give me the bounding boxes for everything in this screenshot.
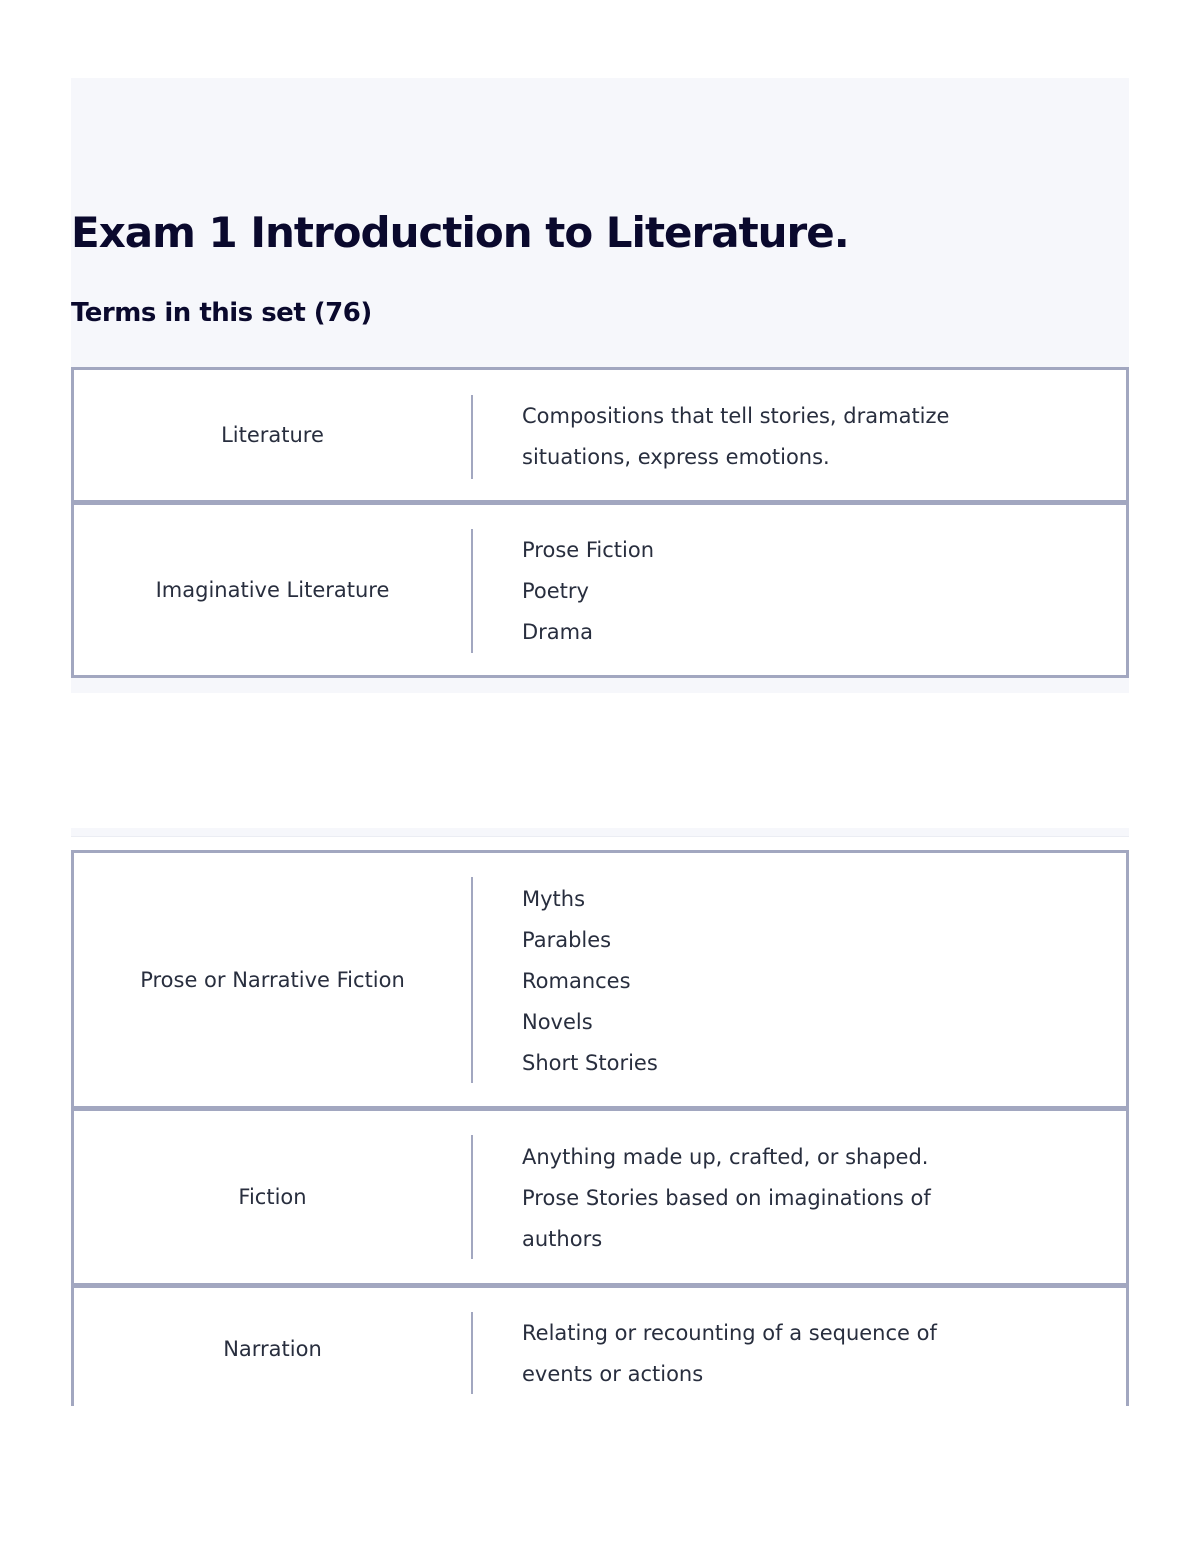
definition-line: events or actions <box>522 1362 704 1386</box>
definition-line: Poetry <box>522 579 589 603</box>
divider <box>471 529 473 653</box>
definition-line: Prose Fiction <box>522 538 655 562</box>
definition-line: authors <box>522 1227 603 1251</box>
term-word: Imaginative Literature <box>155 578 390 602</box>
term-word: Narration <box>223 1337 322 1361</box>
divider <box>471 395 473 479</box>
term-row-narration[interactable] <box>71 1285 1129 1406</box>
term-definition <box>522 530 992 653</box>
divider <box>471 877 473 1083</box>
term-word: Prose or Narrative Fiction <box>140 967 405 992</box>
term-row-literature[interactable] <box>71 367 1129 503</box>
definition-line: Short Stories <box>522 1051 658 1075</box>
term-row-imaginative-literature[interactable] <box>71 502 1129 678</box>
definition-line: Novels <box>522 1010 593 1034</box>
term-word: Literature <box>221 423 324 447</box>
term-row-fiction[interactable] <box>71 1108 1129 1286</box>
term-definition <box>522 879 992 1084</box>
term-word: Fiction <box>238 1185 307 1209</box>
term-list <box>71 850 1129 1406</box>
page-break-band <box>71 828 1129 837</box>
definition-line: Myths <box>522 887 586 911</box>
definition-line: situations, express emotions. <box>522 445 830 469</box>
divider <box>471 1312 473 1394</box>
term-definition <box>522 1313 992 1395</box>
term-definition <box>522 1137 992 1260</box>
terms-count: Terms in this set (76) <box>71 298 372 328</box>
definition-line: Drama <box>522 620 593 644</box>
term-definition <box>522 396 992 478</box>
term-list <box>71 367 1129 678</box>
term-row-prose-or-narrative-fiction[interactable] <box>71 850 1129 1109</box>
definition-line: Prose Stories based on imaginations of <box>522 1186 931 1210</box>
definition-line: Relating or recounting of a sequence of <box>522 1321 937 1345</box>
divider <box>471 1135 473 1259</box>
page-title: Exam 1 Introduction to Literature. <box>71 208 849 257</box>
definition-line: Romances <box>522 969 631 993</box>
definition-line: Parables <box>522 928 612 952</box>
definition-line: Compositions that tell stories, dramatize <box>522 404 950 428</box>
definition-line: Anything made up, crafted, or shaped. <box>522 1145 929 1169</box>
